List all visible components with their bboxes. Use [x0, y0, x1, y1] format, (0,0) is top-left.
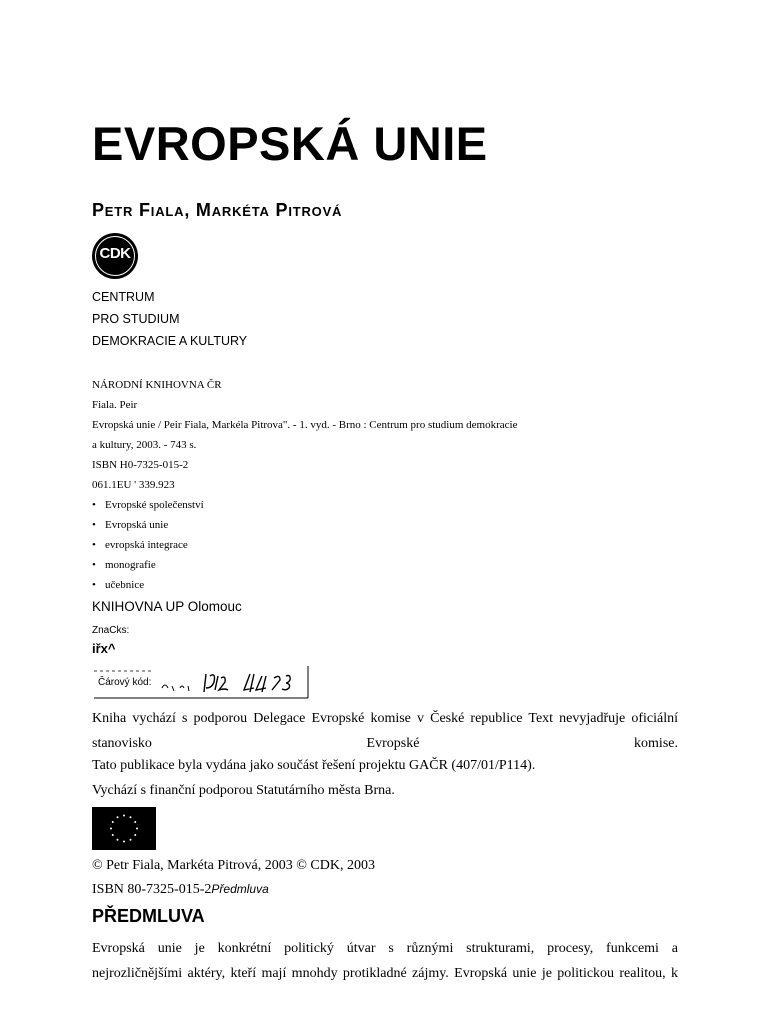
- isbn-line: [92, 882, 269, 898]
- book-title: EVROPSKÁ UNIE: [92, 117, 488, 170]
- eu-star-icon: [123, 841, 125, 843]
- publisher-line-3: DEMOKRACIE A KULTURY: [92, 334, 248, 348]
- logo-text: CDK: [99, 245, 131, 262]
- catalog-udc: 061.1EU ' 339.923: [92, 479, 175, 491]
- bullet-icon: •: [92, 539, 96, 551]
- subject-item: [92, 519, 168, 531]
- eu-stars-icon: [92, 807, 156, 850]
- eu-star-icon: [134, 834, 136, 836]
- bullet-icon: •: [92, 499, 96, 511]
- library-mark-value: iřx^: [92, 641, 116, 656]
- eu-star-icon: [110, 828, 112, 830]
- subject-label: učebnice: [105, 579, 145, 591]
- subject-item: [92, 499, 204, 511]
- eu-star-icon: [130, 816, 132, 818]
- eu-star-icon: [112, 834, 114, 836]
- subject-item: [92, 539, 188, 551]
- eu-star-icon: [130, 839, 132, 841]
- isbn-text: ISBN 80-7325-015-2: [92, 882, 212, 897]
- handwriting-icon: [158, 664, 310, 700]
- project-note: Tato publikace byla vydána jako součást řešení projektu GAČR (407/01/P114).: [92, 758, 536, 773]
- book-authors: Petr Fiala, Markéta Pitrová: [92, 200, 343, 220]
- eu-star-icon: [117, 839, 119, 841]
- catalog-header: NÁRODNÍ KNIHOVNA ČR: [92, 379, 222, 391]
- eu-star-icon: [117, 816, 119, 818]
- preface-line-2: nejrozličnějšími aktéry, kteří mají mnohdy protikladné zájmy. Evropská unie je politickou realitou, k: [92, 966, 678, 981]
- preface-heading: PŘEDMLUVA: [92, 906, 205, 926]
- barcode-label: Čárový kód:: [98, 677, 152, 688]
- library-mark-label: ZnaCks:: [92, 625, 130, 636]
- eu-star-icon: [136, 828, 138, 830]
- catalog-record-2: a kultury, 2003. - 743 s.: [92, 439, 197, 451]
- subject-label: monografie: [105, 559, 156, 571]
- publisher-line-1: CENTRUM: [92, 290, 155, 304]
- copyright-line: © Petr Fiala, Markéta Pitrová, 2003 © CDK, 2003: [92, 858, 375, 873]
- eu-flag-icon: [92, 807, 156, 850]
- eu-star-icon: [134, 821, 136, 823]
- barcode-stamp: [92, 664, 310, 700]
- cdk-logo-icon: [92, 233, 138, 279]
- bullet-icon: •: [92, 559, 96, 571]
- catalog-record-1: Evropská unie / Peir Fiala, Markéla Pitrova". - 1. vyd. - Brno : Centrum pro studium demokracie: [92, 419, 518, 431]
- library-name: KNIHOVNA UP Olomouc: [92, 599, 242, 614]
- preface-line-1: Evropská unie je konkrétní politický útvar s různými strukturami, procesy, funkcemi a: [92, 941, 678, 956]
- subject-label: Evropské společenství: [105, 499, 204, 511]
- subject-label: evropská integrace: [105, 539, 188, 551]
- subject-item: [92, 579, 144, 591]
- catalog-isbn: ISBN H0-7325-015-2: [92, 459, 189, 471]
- running-head: Předmluva: [211, 882, 269, 896]
- eu-star-icon: [112, 821, 114, 823]
- subject-label: Evropská unie: [105, 519, 169, 531]
- eu-star-icon: [123, 815, 125, 817]
- publisher-line-2: PRO STUDIUM: [92, 312, 180, 326]
- catalog-author: Fiala. Peir: [92, 399, 138, 411]
- subject-item: [92, 559, 156, 571]
- funding-note: Vychází s finanční podporou Statutárního města Brna.: [92, 783, 395, 798]
- bullet-icon: •: [92, 579, 96, 591]
- bullet-icon: •: [92, 519, 96, 531]
- support-note: Kniha vychází s podporou Delegace Evropské komise v České republice Text nevyjadřuje oficiální stanovisko Evropské komise.: [92, 711, 678, 751]
